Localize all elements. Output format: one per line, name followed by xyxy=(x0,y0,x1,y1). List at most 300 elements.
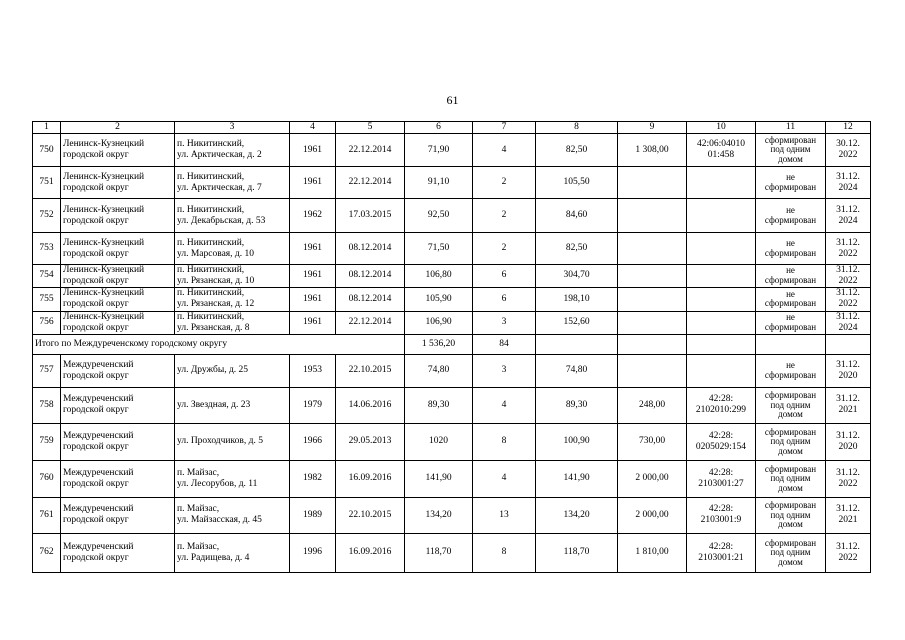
address-line: п. Майзас, xyxy=(177,541,220,552)
resettlement-term xyxy=(826,265,871,288)
address-line: ул. Рязанская, д. 8 xyxy=(177,322,250,333)
living-area: 134,20 xyxy=(536,497,618,533)
municipality xyxy=(61,233,175,265)
total-area: 141,90 xyxy=(405,460,473,497)
cadastral-number-line: 0205029:154 xyxy=(695,441,747,452)
resettlement-term-line: 2022 xyxy=(838,248,858,259)
address xyxy=(175,497,290,533)
cadastral-number xyxy=(687,387,756,423)
plot-status xyxy=(756,233,826,265)
plot-status-line: сформирован xyxy=(764,463,817,474)
plot-area xyxy=(618,354,687,387)
cadastral-number xyxy=(687,134,756,167)
plot-area xyxy=(618,287,687,311)
resettlement-term-line: 2022 xyxy=(838,478,858,489)
municipality xyxy=(61,167,175,199)
municipality-line: Междуреченский xyxy=(63,504,134,515)
plot-status xyxy=(756,134,826,167)
table-row xyxy=(33,387,871,423)
cadastral-number xyxy=(687,423,756,460)
address-line: ул. Звездная, д. 23 xyxy=(177,399,251,410)
table-row xyxy=(33,354,871,387)
cadastral-number-line: 42:28: xyxy=(708,504,734,515)
plot-status-line: не xyxy=(786,172,795,183)
address xyxy=(175,533,290,572)
cadastral-number xyxy=(687,497,756,533)
municipality xyxy=(61,287,175,311)
cadastral-number xyxy=(687,199,756,233)
municipality-line: Междуреченский xyxy=(63,394,134,405)
residents-count: 4 xyxy=(473,387,536,423)
plot-status-line: не xyxy=(786,205,795,216)
build-year: 1996 xyxy=(290,533,336,572)
recognition-date: 29.05.2013 xyxy=(336,423,405,460)
plot-status-line: сформирован xyxy=(764,500,817,511)
subtotal-area: 1 536,20 xyxy=(405,334,473,354)
municipality-line: городской округ xyxy=(63,248,129,259)
plot-area xyxy=(618,199,687,233)
row-number: 754 xyxy=(33,265,61,288)
column-number: 8 xyxy=(536,122,618,134)
address-line: п. Майзас, xyxy=(177,467,220,478)
column-number: 1 xyxy=(33,122,61,134)
residents-count: 4 xyxy=(473,134,536,167)
address-line: ул. Лесорубов, д. 11 xyxy=(177,478,258,489)
table-row xyxy=(33,460,871,497)
recognition-date: 22.10.2015 xyxy=(336,354,405,387)
cadastral-number-line: 42:06:04010 xyxy=(696,139,746,150)
column-number: 6 xyxy=(405,122,473,134)
plot-status xyxy=(756,167,826,199)
recognition-date: 16.09.2016 xyxy=(336,533,405,572)
total-area: 1020 xyxy=(405,423,473,460)
municipality-line: Междуреченский xyxy=(63,467,134,478)
resettlement-term xyxy=(826,533,871,572)
plot-status xyxy=(756,423,826,460)
municipality-line: городской округ xyxy=(63,515,129,526)
build-year: 1961 xyxy=(290,167,336,199)
build-year: 1966 xyxy=(290,423,336,460)
cadastral-number xyxy=(687,265,756,288)
row-number: 757 xyxy=(33,354,61,387)
resettlement-term xyxy=(826,354,871,387)
living-area: 152,60 xyxy=(536,311,618,334)
subtotal-empty-cell xyxy=(756,334,826,354)
living-area: 304,70 xyxy=(536,265,618,288)
municipality-line: Междуреченский xyxy=(63,430,134,441)
plot-status-line: сформирован xyxy=(764,247,817,258)
column-number: 5 xyxy=(336,122,405,134)
recognition-date: 16.09.2016 xyxy=(336,460,405,497)
municipality xyxy=(61,497,175,533)
residents-count: 8 xyxy=(473,533,536,572)
subtotal-empty-cell xyxy=(687,334,756,354)
cadastral-number xyxy=(687,311,756,334)
residents-count: 6 xyxy=(473,287,536,311)
residents-count: 2 xyxy=(473,167,536,199)
municipality-line: Ленинск-Кузнецкий xyxy=(63,265,145,275)
plot-area: 730,00 xyxy=(618,423,687,460)
address xyxy=(175,354,290,387)
living-area: 89,30 xyxy=(536,387,618,423)
resettlement-term xyxy=(826,387,871,423)
resettlement-term-line: 2024 xyxy=(838,322,858,333)
residents-count: 6 xyxy=(473,265,536,288)
resettlement-term-line: 2020 xyxy=(838,441,858,452)
table-row xyxy=(33,167,871,199)
build-year: 1961 xyxy=(290,311,336,334)
address-line: ул. Арктическая, д. 2 xyxy=(177,150,262,160)
address xyxy=(175,460,290,497)
municipality xyxy=(61,199,175,233)
table-row xyxy=(33,199,871,233)
resettlement-term-line: 31.12. xyxy=(836,504,860,515)
resettlement-term-line: 2022 xyxy=(838,275,858,286)
total-area: 106,80 xyxy=(405,265,473,288)
plot-status xyxy=(756,354,826,387)
address xyxy=(175,311,290,334)
recognition-date: 22.10.2015 xyxy=(336,497,405,533)
resettlement-term xyxy=(826,134,871,167)
row-number: 750 xyxy=(33,134,61,167)
municipality xyxy=(61,134,175,167)
recognition-date: 14.06.2016 xyxy=(336,387,405,423)
resettlement-term xyxy=(826,423,871,460)
column-number: 2 xyxy=(61,122,175,134)
column-number: 9 xyxy=(618,122,687,134)
municipality xyxy=(61,387,175,423)
subtotal-empty-cell xyxy=(618,334,687,354)
column-number: 7 xyxy=(473,122,536,134)
cadastral-number xyxy=(687,233,756,265)
municipality-line: городской округ xyxy=(63,441,129,452)
resettlement-term-line: 31.12. xyxy=(836,237,860,248)
municipality-line: городской округ xyxy=(63,299,129,310)
plot-area: 2 000,00 xyxy=(618,460,687,497)
address-line: п. Никитинский, xyxy=(177,265,245,275)
plot-status-line: домом xyxy=(778,519,803,530)
municipality xyxy=(61,533,175,572)
address-line: ул. Радищева, д. 4 xyxy=(177,552,250,563)
column-number: 3 xyxy=(175,122,290,134)
municipality-line: городской округ xyxy=(63,478,129,489)
residents-count: 3 xyxy=(473,354,536,387)
address-line: ул. Декабрьская, д. 53 xyxy=(177,215,266,226)
recognition-date: 22.12.2014 xyxy=(336,134,405,167)
build-year: 1982 xyxy=(290,460,336,497)
row-number: 758 xyxy=(33,387,61,423)
resettlement-term-line: 31.12. xyxy=(836,430,860,441)
subtotal-empty-cell xyxy=(826,334,871,354)
living-area: 198,10 xyxy=(536,287,618,311)
recognition-date: 08.12.2014 xyxy=(336,287,405,311)
plot-area xyxy=(618,265,687,288)
resettlement-term-line: 2022 xyxy=(838,150,858,160)
column-number: 10 xyxy=(687,122,756,134)
plot-status-line: домом xyxy=(778,556,803,567)
total-area: 134,20 xyxy=(405,497,473,533)
cadastral-number xyxy=(687,167,756,199)
address-line: ул. Рязанская, д. 12 xyxy=(177,299,255,310)
address-line: ул. Арктическая, д. 7 xyxy=(177,182,262,193)
address xyxy=(175,134,290,167)
build-year: 1953 xyxy=(290,354,336,387)
plot-area xyxy=(618,311,687,334)
living-area: 100,90 xyxy=(536,423,618,460)
plot-status xyxy=(756,497,826,533)
cadastral-number-line: 2103001:21 xyxy=(698,552,744,563)
build-year: 1961 xyxy=(290,265,336,288)
resettlement-term-line: 2024 xyxy=(838,215,858,226)
plot-status xyxy=(756,311,826,334)
table-row xyxy=(33,311,871,334)
table-row xyxy=(33,134,871,167)
resettlement-term xyxy=(826,287,871,311)
resettlement-term-line: 31.12. xyxy=(836,541,860,552)
living-area: 105,50 xyxy=(536,167,618,199)
cadastral-number-line: 2103001:9 xyxy=(700,515,742,526)
subtotal-residents: 84 xyxy=(473,334,536,354)
resettlement-term-line: 2024 xyxy=(838,182,858,193)
row-number: 751 xyxy=(33,167,61,199)
plot-status-line: не xyxy=(786,360,795,371)
municipality-line: Ленинск-Кузнецкий xyxy=(63,237,145,248)
address-line: ул. Марсовая, д. 10 xyxy=(177,248,254,259)
resettlement-term-line: 31.12. xyxy=(836,394,860,405)
municipality-line: Ленинск-Кузнецкий xyxy=(63,288,145,299)
address-line: ул. Рязанская, д. 10 xyxy=(177,275,255,286)
total-area: 71,90 xyxy=(405,134,473,167)
resettlement-term-line: 2021 xyxy=(838,515,858,526)
build-year: 1979 xyxy=(290,387,336,423)
address-line: п. Никитинский, xyxy=(177,311,245,322)
plot-status-line: домом xyxy=(778,482,803,493)
recognition-date: 22.12.2014 xyxy=(336,167,405,199)
resettlement-term xyxy=(826,199,871,233)
residents-count: 2 xyxy=(473,233,536,265)
cadastral-number-line: 42:28: xyxy=(708,430,734,441)
column-number: 4 xyxy=(290,122,336,134)
municipality xyxy=(61,311,175,334)
table-row xyxy=(33,497,871,533)
resettlement-term-line: 2020 xyxy=(838,370,858,381)
plot-status-line: сформирован xyxy=(764,274,817,285)
municipality xyxy=(61,354,175,387)
resettlement-term xyxy=(826,460,871,497)
plot-status xyxy=(756,265,826,288)
cadastral-number-line: 2103001:27 xyxy=(698,478,744,489)
resettlement-term xyxy=(826,167,871,199)
address xyxy=(175,387,290,423)
plot-status xyxy=(756,199,826,233)
plot-status-line: под одним xyxy=(770,547,811,558)
build-year: 1961 xyxy=(290,233,336,265)
resettlement-term-line: 31.12. xyxy=(836,311,860,322)
cadastral-number-line: 42:28: xyxy=(708,394,734,405)
municipality-line: Ленинск-Кузнецкий xyxy=(63,139,145,150)
cadastral-number xyxy=(687,354,756,387)
plot-status-line: сформирован xyxy=(764,134,817,145)
resettlement-term-line: 2022 xyxy=(838,552,858,563)
build-year: 1961 xyxy=(290,287,336,311)
plot-status-line: не xyxy=(786,265,795,276)
total-area: 71,50 xyxy=(405,233,473,265)
plot-status xyxy=(756,287,826,311)
living-area: 74,80 xyxy=(536,354,618,387)
living-area: 82,50 xyxy=(536,134,618,167)
plot-status-line: под одним xyxy=(770,436,811,447)
row-number: 760 xyxy=(33,460,61,497)
subtotal-label: Итого по Междуреченскому городскому округу xyxy=(33,334,405,354)
plot-status-line: сформирован xyxy=(764,537,817,548)
total-area: 91,10 xyxy=(405,167,473,199)
address-line: ул. Дружбы, д. 25 xyxy=(177,365,249,376)
address-line: п. Никитинский, xyxy=(177,139,245,150)
row-number: 759 xyxy=(33,423,61,460)
build-year: 1962 xyxy=(290,199,336,233)
address xyxy=(175,199,290,233)
resettlement-term-line: 31.12. xyxy=(836,288,860,299)
plot-status-line: сформирован xyxy=(764,181,817,192)
plot-area: 1 810,00 xyxy=(618,533,687,572)
plot-status xyxy=(756,460,826,497)
plot-status-line: сформирован xyxy=(764,426,817,437)
municipality-line: Ленинск-Кузнецкий xyxy=(63,311,145,322)
address-line: п. Никитинский, xyxy=(177,288,245,299)
address-line: п. Никитинский, xyxy=(177,171,245,182)
municipality xyxy=(61,460,175,497)
row-number: 753 xyxy=(33,233,61,265)
address xyxy=(175,287,290,311)
plot-status-line: не xyxy=(786,312,795,323)
address-line: п. Никитинский, xyxy=(177,204,245,215)
living-area: 82,50 xyxy=(536,233,618,265)
municipality-line: Междуреченский xyxy=(63,359,134,370)
address-line: п. Майзас, xyxy=(177,504,220,515)
cadastral-number xyxy=(687,533,756,572)
residents-count: 8 xyxy=(473,423,536,460)
resettlement-term-line: 31.12. xyxy=(836,467,860,478)
recognition-date: 17.03.2015 xyxy=(336,199,405,233)
plot-status-line: под одним xyxy=(770,144,811,155)
municipality-line: городской округ xyxy=(63,552,129,563)
living-area: 141,90 xyxy=(536,460,618,497)
cadastral-number xyxy=(687,287,756,311)
residents-count: 3 xyxy=(473,311,536,334)
address-line: п. Никитинский, xyxy=(177,237,245,248)
plot-status-line: не xyxy=(786,238,795,249)
municipality-line: Ленинск-Кузнецкий xyxy=(63,171,145,182)
address xyxy=(175,167,290,199)
plot-status-line: сформирован xyxy=(764,369,817,380)
plot-status-line: домом xyxy=(778,445,803,456)
row-number: 762 xyxy=(33,533,61,572)
municipality xyxy=(61,265,175,288)
column-number: 11 xyxy=(756,122,826,134)
resettlement-term-line: 31.12. xyxy=(836,171,860,182)
build-year: 1989 xyxy=(290,497,336,533)
resettlement-term xyxy=(826,233,871,265)
cadastral-number-line: 2102010:299 xyxy=(695,405,747,416)
address xyxy=(175,233,290,265)
row-number: 761 xyxy=(33,497,61,533)
total-area: 105,90 xyxy=(405,287,473,311)
municipality-line: городской округ xyxy=(63,322,129,333)
municipality-line: городской округ xyxy=(63,405,129,416)
municipality-line: городской округ xyxy=(63,150,129,160)
plot-area: 1 308,00 xyxy=(618,134,687,167)
living-area: 118,70 xyxy=(536,533,618,572)
row-number: 755 xyxy=(33,287,61,311)
residents-count: 2 xyxy=(473,199,536,233)
resettlement-term-line: 31.12. xyxy=(836,265,860,275)
total-area: 92,50 xyxy=(405,199,473,233)
plot-status-line: домом xyxy=(778,153,803,164)
address-line: ул. Майзасская, д. 45 xyxy=(177,515,262,526)
resettlement-term-line: 30.12. xyxy=(836,139,860,150)
total-area: 106,90 xyxy=(405,311,473,334)
residents-count: 4 xyxy=(473,460,536,497)
recognition-date: 08.12.2014 xyxy=(336,233,405,265)
total-area: 74,80 xyxy=(405,354,473,387)
resettlement-term-line: 2022 xyxy=(838,299,858,310)
recognition-date: 08.12.2014 xyxy=(336,265,405,288)
plot-status-line: под одним xyxy=(770,509,811,520)
table-row xyxy=(33,233,871,265)
municipality-line: городской округ xyxy=(63,182,129,193)
plot-status-line: сформирован xyxy=(764,298,817,309)
plot-status-line: под одним xyxy=(770,473,811,484)
subtotal-row xyxy=(33,334,871,354)
address xyxy=(175,423,290,460)
cadastral-number-line: 42:28: xyxy=(708,541,734,552)
page-number: 61 xyxy=(446,93,459,107)
subtotal-empty-cell xyxy=(536,334,618,354)
plot-area xyxy=(618,167,687,199)
plot-area: 248,00 xyxy=(618,387,687,423)
housing-table xyxy=(32,121,871,573)
row-number: 752 xyxy=(33,199,61,233)
address-line: ул. Проходчиков, д. 5 xyxy=(177,436,263,447)
resettlement-term xyxy=(826,311,871,334)
municipality-line: Ленинск-Кузнецкий xyxy=(63,204,145,215)
table-row xyxy=(33,265,871,288)
row-number: 756 xyxy=(33,311,61,334)
recognition-date: 22.12.2014 xyxy=(336,311,405,334)
plot-area: 2 000,00 xyxy=(618,497,687,533)
column-number-row xyxy=(33,122,871,134)
cadastral-number xyxy=(687,460,756,497)
plot-status-line: не xyxy=(786,288,795,299)
resettlement-term-line: 31.12. xyxy=(836,359,860,370)
living-area: 84,60 xyxy=(536,199,618,233)
resettlement-term xyxy=(826,497,871,533)
plot-status-line: сформирован xyxy=(764,390,817,401)
table-row xyxy=(33,287,871,311)
plot-status-line: сформирован xyxy=(764,214,817,225)
total-area: 118,70 xyxy=(405,533,473,572)
plot-status xyxy=(756,387,826,423)
municipality-line: Междуреченский xyxy=(63,541,134,552)
table-row xyxy=(33,423,871,460)
residents-count: 13 xyxy=(473,497,536,533)
cadastral-number-line: 01:458 xyxy=(707,150,735,160)
total-area: 89,30 xyxy=(405,387,473,423)
plot-status xyxy=(756,533,826,572)
column-number: 12 xyxy=(826,122,871,134)
plot-status-line: под одним xyxy=(770,399,811,410)
plot-status-line: домом xyxy=(778,409,803,420)
